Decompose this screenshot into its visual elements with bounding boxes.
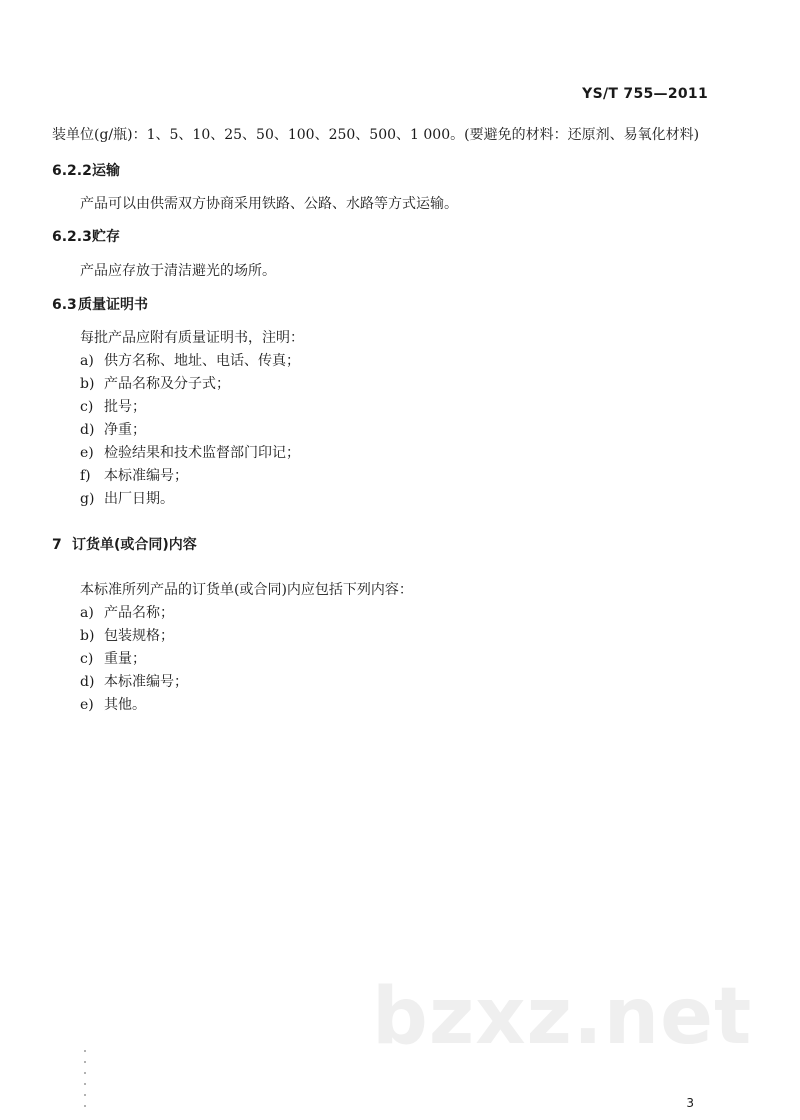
page-number: 3 — [686, 1096, 694, 1110]
section-number: 7 — [52, 537, 62, 553]
section-title: 贮存 — [92, 229, 120, 245]
list-item: g) 出厂日期。 — [80, 491, 174, 507]
list-item: e) 检验结果和技术监督部门印记； — [80, 445, 300, 461]
section-6-2-3-text: 产品应存放于清洁避光的场所。 — [80, 263, 276, 279]
list-item: b) 产品名称及分子式； — [80, 376, 230, 392]
section-6-3-intro: 每批产品应附有质量证明书，注明： — [80, 330, 304, 346]
list-item: c) 重量； — [80, 651, 146, 667]
list-item: f) 本标准编号； — [80, 468, 188, 484]
list-item: a) 产品名称； — [80, 605, 174, 621]
section-number: 6.2.2 — [52, 163, 92, 179]
list-item: d) 本标准编号； — [80, 674, 188, 690]
section-7-heading — [52, 536, 197, 554]
binding-dots — [84, 1050, 88, 1116]
section-6-2-2-heading — [52, 162, 120, 180]
watermark-text: bzxz.net — [372, 972, 753, 1062]
section-number: 6.3 — [52, 297, 77, 313]
list-item: c) 批号； — [80, 399, 146, 415]
section-title: 订货单(或合同)内容 — [72, 537, 197, 553]
section-title: 质量证明书 — [78, 297, 148, 313]
section-7-intro: 本标准所列产品的订货单(或合同)内应包括下列内容： — [80, 582, 413, 598]
section-number: 6.2.3 — [52, 229, 92, 245]
packing-unit-line: 装单位(g/瓶)：1、5、10、25、50、100、250、500、1 000。(要避免的材料：还原剂、易氧化材料) — [52, 127, 700, 143]
list-item: e) 其他。 — [80, 697, 146, 713]
list-item: a) 供方名称、地址、电话、传真； — [80, 353, 300, 369]
section-6-2-2-text: 产品可以由供需双方协商采用铁路、公路、水路等方式运输。 — [80, 196, 458, 212]
section-6-2-3-heading — [52, 228, 120, 246]
section-6-3-heading — [52, 296, 148, 314]
standard-code: YS/T 755—2011 — [582, 86, 708, 102]
list-item: d) 净重； — [80, 422, 146, 438]
section-title: 运输 — [92, 163, 120, 179]
list-item: b) 包装规格； — [80, 628, 174, 644]
